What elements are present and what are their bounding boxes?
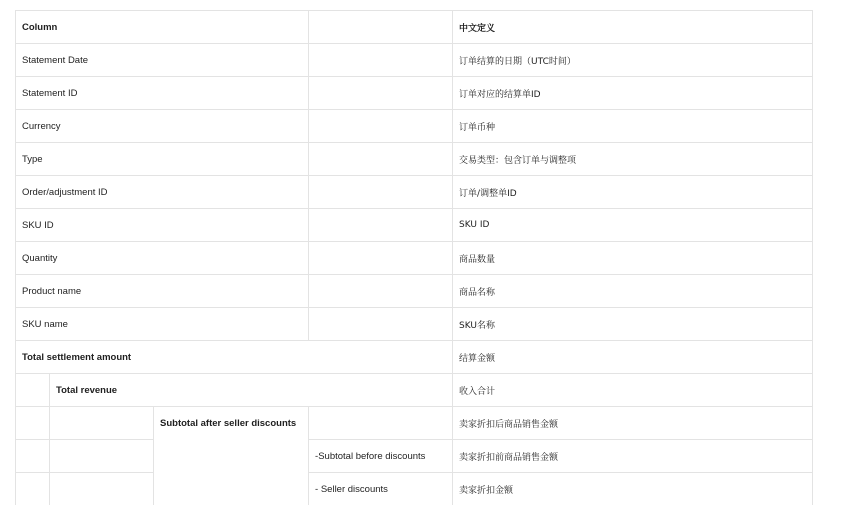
table-row (16, 77, 813, 110)
table-row (16, 110, 813, 143)
empty-cell (309, 275, 453, 308)
indent-cell (16, 440, 50, 473)
table-row-subtotal-after (16, 407, 813, 440)
column-name: Order/adjustment ID (16, 176, 309, 209)
table-header-row (16, 11, 813, 44)
table-row (16, 209, 813, 242)
column-name: SKU ID (16, 209, 309, 242)
column-name: - Seller discounts (309, 473, 453, 506)
column-definition: 卖家折扣前商品销售金额 (453, 440, 813, 473)
empty-cell (309, 110, 453, 143)
empty-cell (309, 209, 453, 242)
table-row-total-revenue (16, 374, 813, 407)
table-row-subtotal-before (16, 440, 813, 473)
column-header: Column (16, 11, 309, 44)
empty-cell (309, 143, 453, 176)
indent-cell (16, 407, 50, 440)
column-definition: 商品数量 (453, 242, 813, 275)
column-definition: 订单币种 (453, 110, 813, 143)
indent-cell (50, 407, 154, 440)
empty-cell (309, 407, 453, 440)
column-name: Quantity (16, 242, 309, 275)
table-row (16, 44, 813, 77)
indent-cell (16, 473, 50, 506)
column-name: Subtotal after seller discounts (154, 407, 309, 506)
column-definition: 订单结算的日期（UTC时间） (453, 44, 813, 77)
column-name: -Subtotal before discounts (309, 440, 453, 473)
column-definition: 收入合计 (453, 374, 813, 407)
table-row-total-settlement (16, 341, 813, 374)
indent-cell (50, 440, 154, 473)
table-row (16, 308, 813, 341)
column-definition: SKU ID (453, 209, 813, 242)
definition-header: 中文定义 (453, 11, 813, 44)
column-name: Total settlement amount (16, 341, 453, 374)
column-name: Statement ID (16, 77, 309, 110)
indent-cell (50, 473, 154, 506)
column-definition: 卖家折扣金额 (453, 473, 813, 506)
column-name: Statement Date (16, 44, 309, 77)
column-definition: 订单/调整单ID (453, 176, 813, 209)
column-definition: 商品名称 (453, 275, 813, 308)
column-definition: 交易类型：包含订单与调整项 (453, 143, 813, 176)
column-name: Type (16, 143, 309, 176)
table-row-seller-discounts (16, 473, 813, 506)
table-row (16, 275, 813, 308)
empty-cell (309, 242, 453, 275)
column-definition: 卖家折扣后商品销售金额 (453, 407, 813, 440)
settlement-columns-table (15, 10, 813, 505)
column-name: Product name (16, 275, 309, 308)
column-definition: 订单对应的结算单ID (453, 77, 813, 110)
empty-cell (309, 11, 453, 44)
empty-cell (309, 77, 453, 110)
column-definition: SKU名称 (453, 308, 813, 341)
table-row (16, 242, 813, 275)
empty-cell (309, 308, 453, 341)
column-name: Total revenue (50, 374, 453, 407)
empty-cell (309, 176, 453, 209)
table-row (16, 143, 813, 176)
indent-cell (16, 374, 50, 407)
column-name: Currency (16, 110, 309, 143)
column-name: SKU name (16, 308, 309, 341)
empty-cell (309, 44, 453, 77)
table-row (16, 176, 813, 209)
column-definition: 结算金额 (453, 341, 813, 374)
